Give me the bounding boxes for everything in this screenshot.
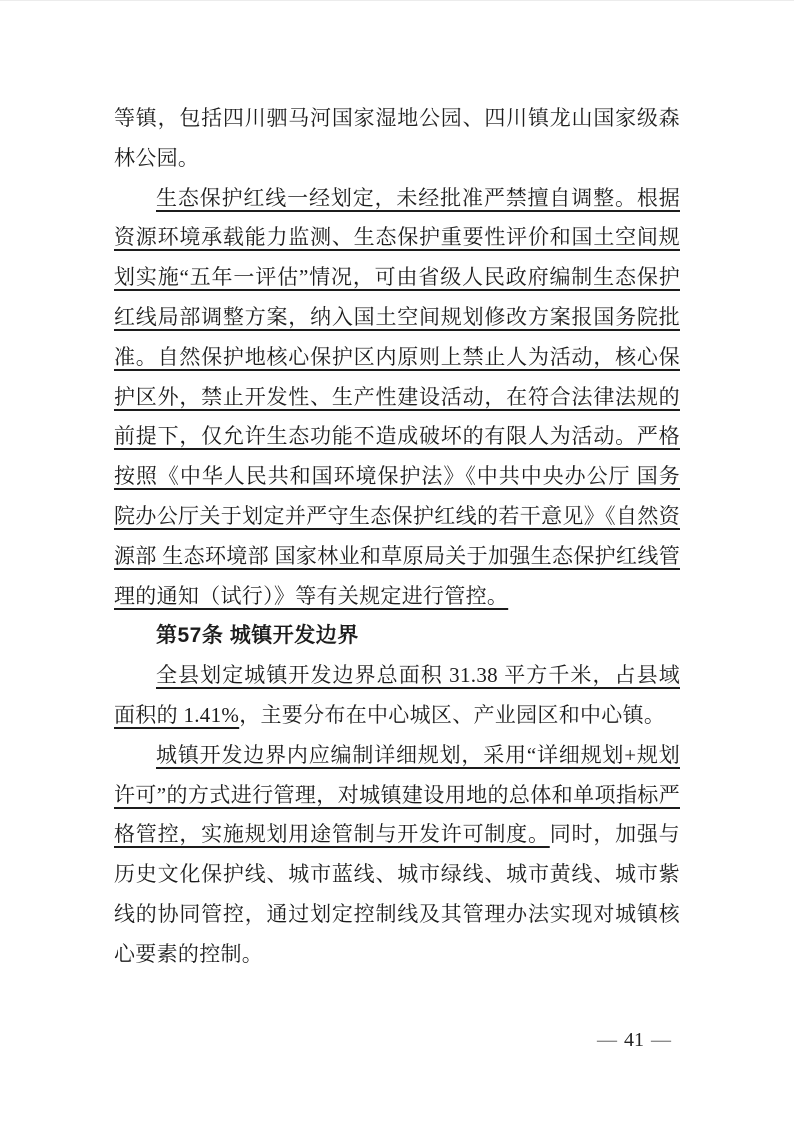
page-number-dash-left: — (597, 1029, 617, 1051)
page-number-value: 41 (624, 1029, 644, 1051)
page-number (590, 1029, 678, 1052)
paragraph-boundary-area (114, 656, 680, 736)
plain-boundary-management-text: 同时，加强与历史文化保护线、城市蓝线、城市绿线、城市黄线、城市紫线的协同管控，通过划定控制线及其管理办法实现对城镇核心要素的控制。 (114, 822, 680, 966)
document-body (114, 99, 680, 975)
paragraph-forest-parks-text: 等镇，包括四川驷马河国家湿地公园、四川镇龙山国家级森林公园。 (114, 106, 680, 170)
heading-clause-57-text: 第57条 城镇开发边界 (156, 624, 359, 648)
underlined-boundary-management-text: 城镇开发边界内应编制详细规划，采用“详细规划+规划许可”的方式进行管理，对城镇建设用地的总体和单项指标严格管控，实施规划用途管制与开发许可制度。 (114, 742, 680, 847)
plain-boundary-area-text: ，主要分布在中心城区、产业园区和中心镇。 (239, 702, 666, 727)
paragraph-forest-parks (114, 99, 680, 179)
heading-clause-57 (114, 616, 680, 656)
page-number-dash-right: — (651, 1029, 671, 1051)
underlined-redline-text: 生态保护红线一经划定，未经批准严禁擅自调整。根据资源环境承载能力监测、生态保护重要性评价和国土空间规划实施“五年一评估”情况，可由省级人民政府编制生态保护红线局部调整方案，纳入国土空间规划修改方案报国务院批准。自然保护地核心保护区内原则上禁止人为活动，核心保护区外，禁止开发性、生产性建设活动，在符合法律法规的前提下，仅允许生态功能不造成破坏的有限人为活动。严格按照《中华人民共和国环境保护法》《中共中央办公厅 国务院办公厅关于划定并严守生态保护红线的若干意见》《自然资源部 生态环境部 国家林业和草原局关于加强生态保护红线管理的通知（试行）》等有关规定进行管控。 (114, 185, 680, 608)
underlined-boundary-area-text: 全县划定城镇开发边界总面积 31.38 平方千米，占县域面积的 1.41% (114, 663, 680, 727)
paragraph-boundary-management (114, 736, 680, 975)
paragraph-ecological-redline (114, 179, 680, 617)
